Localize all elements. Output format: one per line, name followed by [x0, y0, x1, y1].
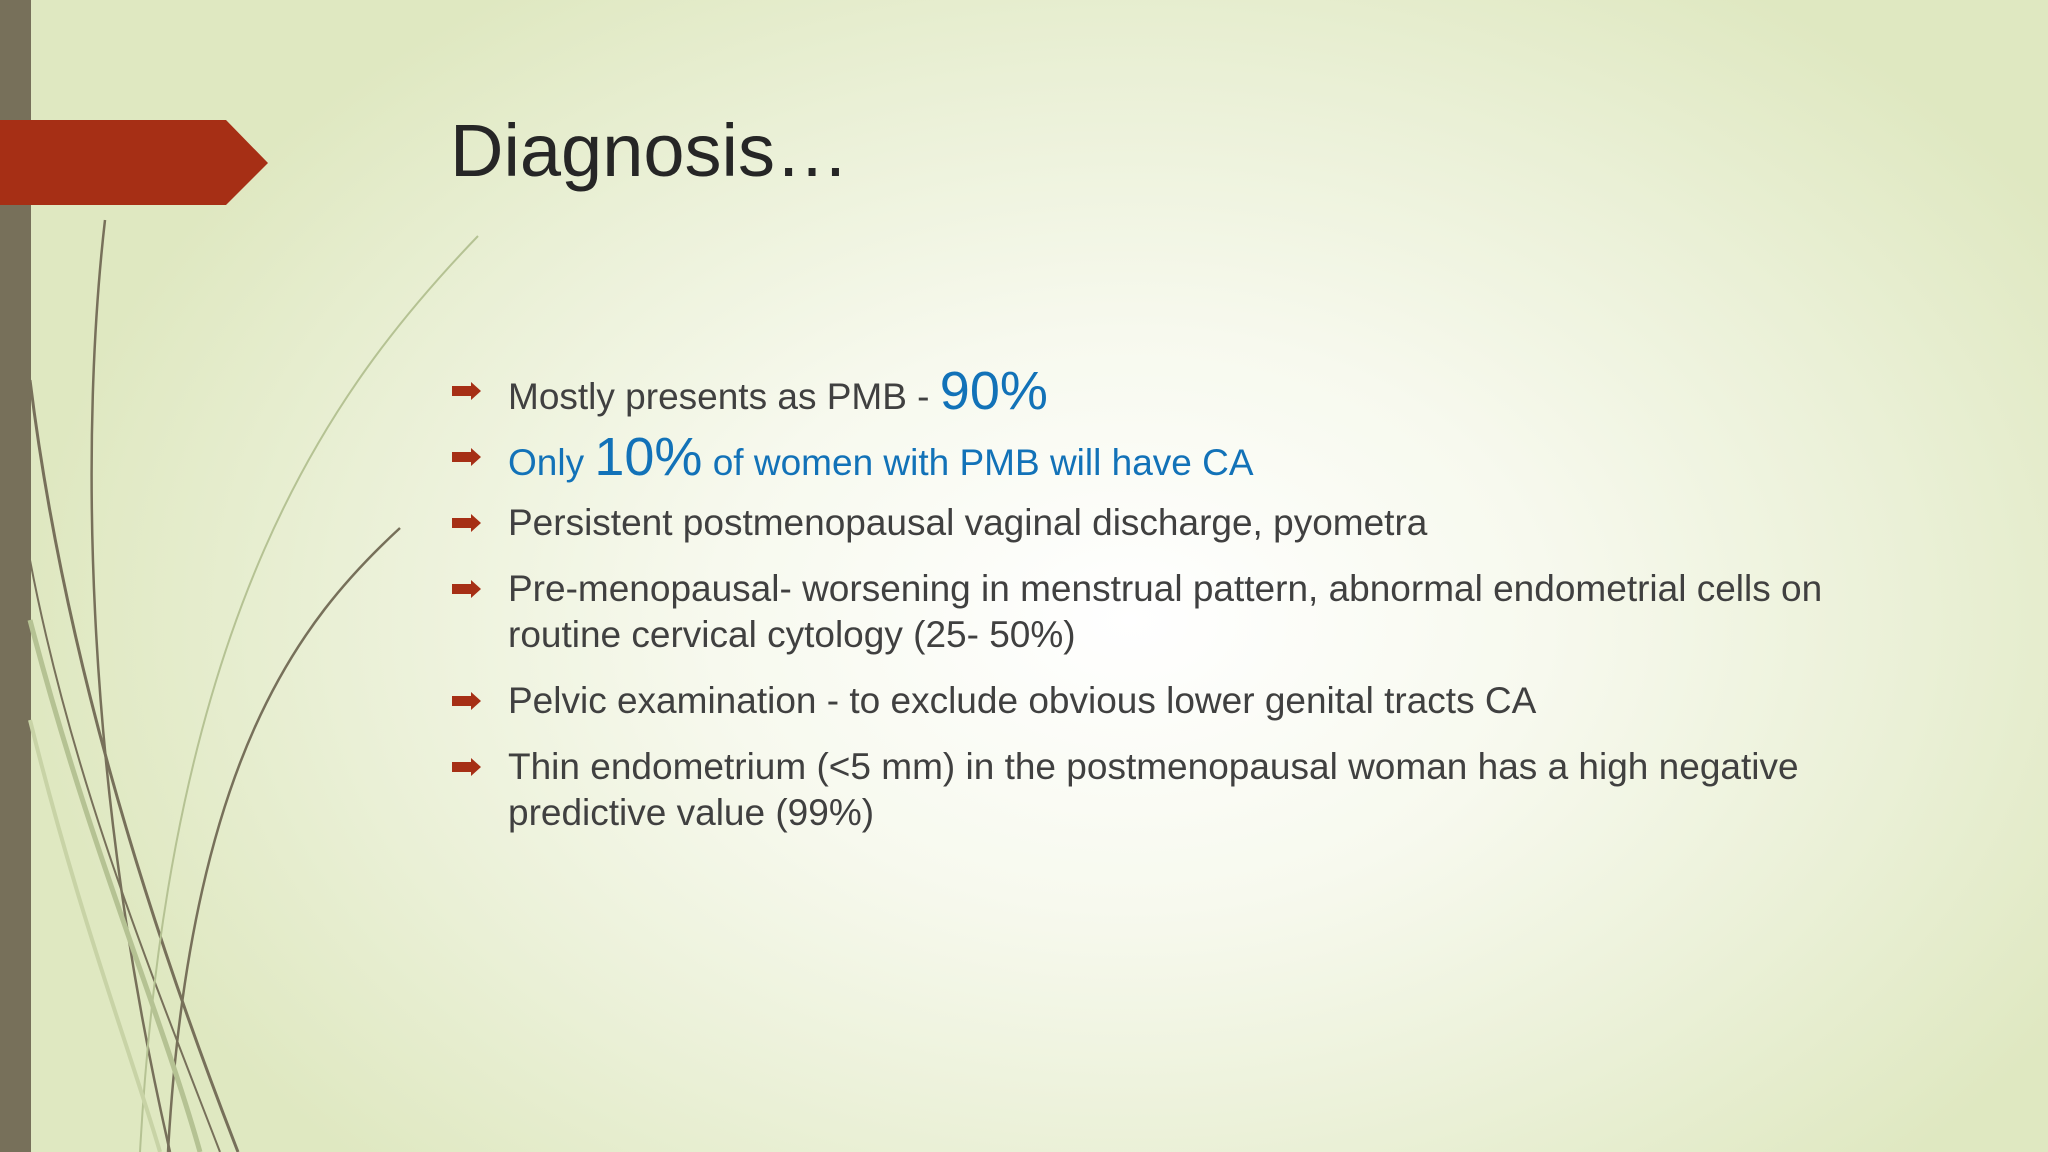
arrow-bullet-icon	[452, 580, 481, 598]
arrow-bullet-icon	[452, 514, 481, 532]
bullet-text: Only	[508, 442, 595, 483]
bullet-text-line: routine cervical cytology (25- 50%)	[508, 614, 1076, 655]
title-arrow-banner	[0, 120, 268, 205]
slide-title: Diagnosis…	[450, 109, 849, 192]
bullet-item	[452, 744, 1892, 836]
bullet-text: of women with PMB will have CA	[702, 442, 1254, 483]
arrow-bullet-icon	[452, 692, 481, 710]
bullet-item	[452, 427, 1892, 487]
bullet-item	[452, 566, 1892, 658]
arrow-bullet-icon	[452, 448, 481, 466]
bullet-text: Persistent postmenopausal vaginal discharge, pyometra	[508, 502, 1428, 543]
bullet-text-line: Thin endometrium (<5 mm) in the postmenopausal woman has a high negative	[508, 746, 1799, 787]
bullet-text-line: Pre-menopausal- worsening in menstrual pattern, abnormal endometrial cells on	[508, 568, 1823, 609]
bullet-item	[452, 500, 1892, 546]
highlight-value: 90%	[939, 361, 1048, 421]
bullet-text: Mostly presents as PMB -	[508, 376, 940, 417]
arrow-bullet-icon	[452, 758, 481, 776]
bullet-text-line: predictive value (99%)	[508, 792, 875, 833]
bullet-list	[452, 361, 1892, 836]
bullet-text: Pelvic examination - to exclude obvious lower genital tracts CA	[508, 680, 1537, 721]
side-bar	[0, 0, 31, 1152]
arrow-bullet-icon	[452, 382, 481, 400]
highlight-value: 10%	[594, 427, 703, 487]
bullet-item	[452, 361, 1892, 421]
bullet-item	[452, 678, 1892, 724]
